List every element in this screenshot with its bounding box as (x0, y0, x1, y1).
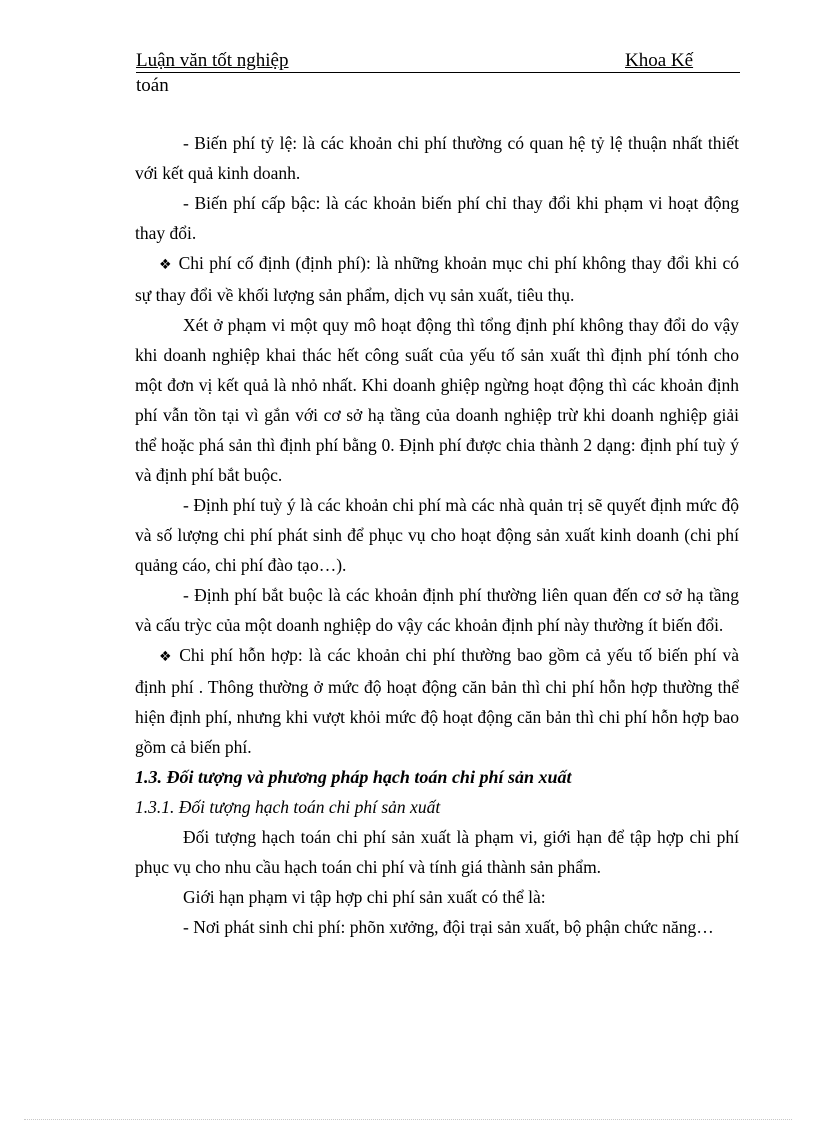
paragraph-mixed-cost (135, 640, 739, 762)
page-header (136, 48, 740, 99)
paragraph-fixed-cost-scope: Xét ở phạm vi một quy mô hoạt động thì tổng định phí không thay đổi do vậy khi doanh nghiệp khai thác hết công suất của yếu tố sản xuất thì định phí tónh cho một đơn vị kết quả là nhỏ nhất. Khi doanh ghiệp ngừng hoạt động thì các khoản định phí vẫn tồn tại vì gắn với cơ sở hạ tầng của doanh nghiệp trừ khi doanh nghiệp giải thể hoặc phá sản thì định phí bằng 0. Định phí được chia thành 2 dạng: định phí tuỳ ý và định phí bắt buộc. (135, 315, 739, 485)
diamond-bullet-icon: ❖ (159, 649, 174, 665)
document-body (135, 128, 739, 942)
paragraph-variable-cost-step: - Biến phí cấp bậc: là các khoản biến phí chỉ thay đổi khi phạm vi hoạt động thay đổi. (135, 193, 739, 243)
paragraph-fixed-cost (135, 248, 739, 310)
diamond-bullet-icon: ❖ (159, 257, 173, 273)
paragraph-mixed-cost-text: Chi phí hỗn hợp: là các khoản chi phí thường bao gồm cả yếu tố biến phí và định phí . Thông thường ở mức độ hoạt động căn bản thì chi phí hỗn hợp thường thể hiện định phí, nhưng khi vượt khỏi mức độ hoạt động căn bản thì chi phí hỗn hợp bao gồm cả biến phí. (135, 645, 739, 757)
header-continuation: toán (136, 75, 169, 96)
section-heading-1-3-1: 1.3.1. Đối tượng hạch toán chi phí sản xuất (135, 797, 441, 817)
paragraph-discretionary-fixed-cost: - Định phí tuỳ ý là các khoản chi phí mà các nhà quản trị sẽ quyết định mức độ và số lượng chi phí phát sinh để phục vụ cho hoạt động sản xuất kinh doanh (chi phí quảng cáo, chi phí đào tạo…). (135, 495, 739, 575)
paragraph-cost-scope-intro: Giới hạn phạm vi tập hợp chi phí sản xuất có thể là: (183, 887, 546, 907)
section-heading-1-3: 1.3. Đối tượng và phương pháp hạch toán chi phí sản xuất (135, 767, 572, 787)
paragraph-fixed-cost-text: Chi phí cố định (định phí): là những khoản mục chi phí không thay đổi khi có sự thay đổi về khối lượng sản phẩm, dịch vụ sản xuất, tiêu thụ. (135, 253, 739, 305)
header-left-text: Luận văn tốt nghiệp (136, 50, 289, 71)
header-rule (136, 48, 740, 73)
paragraph-variable-cost-proportional: - Biến phí tỷ lệ: là các khoản chi phí thường có quan hệ tỷ lệ thuận nhất thiết với kết quả kinh doanh. (135, 133, 739, 183)
header-right-text: Khoa Kế (625, 50, 694, 71)
paragraph-cost-object-definition: Đối tượng hạch toán chi phí sản xuất là phạm vi, giới hạn để tập hợp chi phí phục vụ cho nhu cầu hạch toán chi phí và tính giá thành sản phẩm. (135, 827, 739, 877)
paragraph-cost-origin: - Nơi phát sinh chi phí: phõn xưởng, đội trại sản xuất, bộ phận chức năng… (183, 917, 714, 937)
paragraph-committed-fixed-cost: - Định phí bắt buộc là các khoản định phí thường liên quan đến cơ sở hạ tầng và cấu trỳc của một doanh nghiệp do vậy các khoản định phí này thường ít biến đổi. (135, 585, 739, 635)
page-bottom-divider (24, 1119, 792, 1120)
